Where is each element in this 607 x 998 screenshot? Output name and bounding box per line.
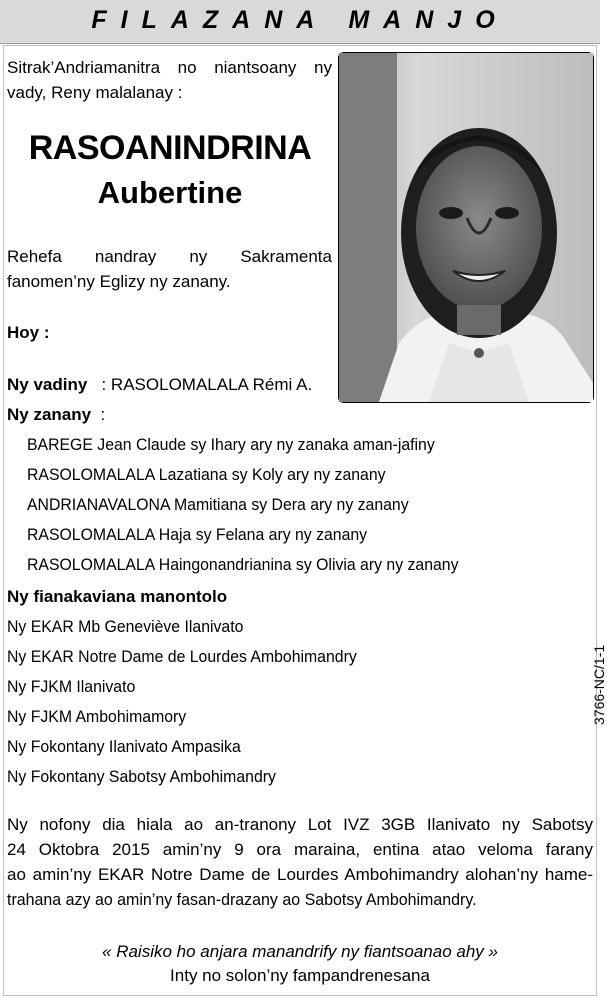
children-row xyxy=(7,404,105,426)
child-item: RASOLOMALALA Lazatiana sy Koly ary ny zanany xyxy=(27,465,386,484)
funeral-line-2: 24 Oktobra 2015 amin’ny 9 ora maraina, entina atao veloma farany xyxy=(7,840,593,859)
page-title: FILAZANA MANJO xyxy=(91,6,509,34)
family-item: Ny EKAR Mb Geneviève Ilanivato xyxy=(7,617,244,636)
family-item: Ny Fokontany Ilanivato Ampasika xyxy=(7,737,241,756)
child-item: BAREGE Jean Claude sy Ihary ary ny zanaka aman-jafiny xyxy=(27,435,435,454)
child-item: ANDRIANAVALONA Mamitiana sy Dera ary ny zanany xyxy=(27,495,409,514)
spouse-label: Ny vadiny xyxy=(7,375,88,394)
family-item: Ny Fokontany Sabotsy Ambohimandry xyxy=(7,767,276,786)
spouse-value: : RASOLOMALALA Rémi A. xyxy=(101,375,313,394)
sacrament-line-2: fanomen’ny Eglizy ny zanany. xyxy=(7,272,231,291)
children-label: Ny zanany xyxy=(7,405,92,424)
intro-line-1: Sitrak’Andriamanitra no niantsoany ny xyxy=(7,58,332,77)
child-item: RASOLOMALALA Haingonandrianina sy Olivia ary ny zanany xyxy=(27,555,459,574)
deceased-surname: RASOANINDRINA xyxy=(28,129,312,167)
funeral-line-1: Ny nofony dia hiala ao an-tranony Lot IVZ 3GB Ilanivato ny Sabotsy xyxy=(7,815,593,834)
portrait-photo xyxy=(338,52,594,403)
family-item: Ny FJKM Ambohimamory xyxy=(7,707,187,726)
child-item: RASOLOMALALA Haja sy Felana ary ny zanany xyxy=(27,525,368,544)
footer-note: Inty no solon’ny fampandrenesana xyxy=(170,966,430,985)
children-sep: : xyxy=(100,405,106,424)
header-bar xyxy=(0,0,600,44)
funeral-line-3: ao amin’ny EKAR Notre Dame de Lourdes Ambohimandry alohan’ny hame- xyxy=(7,865,593,884)
hoy-label: Hoy : xyxy=(7,323,50,342)
family-label: Ny fianakaviana manontolo xyxy=(7,587,228,606)
spouse-row xyxy=(7,374,312,396)
funeral-line-4: trahana azy ao amin’ny fasan-drazany ao Sabotsy Ambohimandry. xyxy=(7,890,477,909)
reference-code: 3766-NC/1-1 xyxy=(591,644,607,725)
portrait-illustration xyxy=(339,53,593,402)
family-item: Ny EKAR Notre Dame de Lourdes Ambohimandry xyxy=(7,647,357,666)
sacrament-line-1: Rehefa nandray ny Sakramenta xyxy=(7,247,332,266)
intro-line-2: vady, Reny malalanay : xyxy=(7,83,183,102)
quote: « Raisiko ho anjara manandrify ny fiantsoanao ahy » xyxy=(102,942,498,961)
family-item: Ny FJKM Ilanivato xyxy=(7,677,136,696)
deceased-firstname: Aubertine xyxy=(97,175,243,210)
